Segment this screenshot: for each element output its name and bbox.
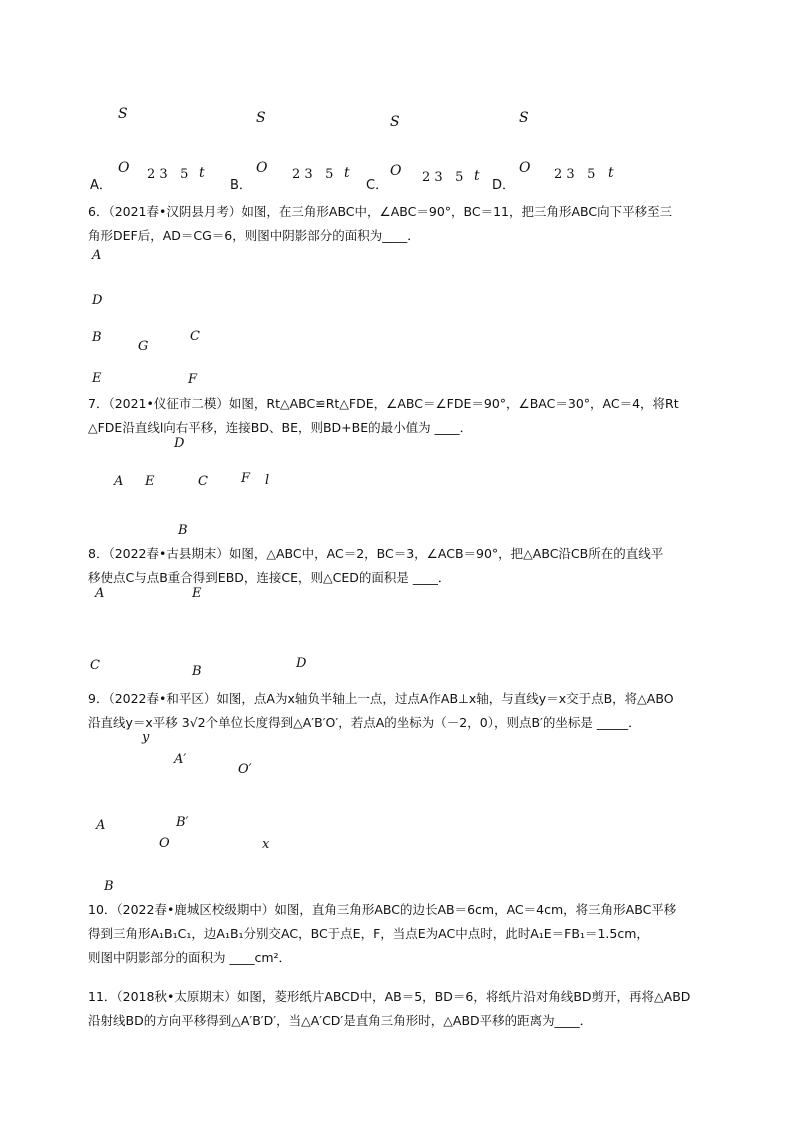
q7-label-f: F <box>241 471 251 486</box>
q6-label-a: A <box>92 248 102 263</box>
question-9 <box>88 687 728 735</box>
question-11-line-2: 沿射线BD的方向平移得到△A′B′D′，当△A′CD′是直角三角形时，△ABD平移的距离为____． <box>88 1013 593 1028</box>
graph-c-origin: O <box>390 163 402 179</box>
q8-label-e: E <box>192 586 202 601</box>
graph-a-s-label: S <box>118 106 128 122</box>
q9-label-a-prime: A′ <box>174 752 187 767</box>
q9-label-o-prime: O′ <box>238 762 252 777</box>
option-d-label: D． <box>492 178 516 193</box>
q7-label-l: l <box>265 473 270 488</box>
graph-c-s-label: S <box>390 114 400 130</box>
q7-label-c: C <box>198 474 208 489</box>
q9-label-o: O <box>159 836 170 851</box>
question-8-line-1: 8．（2022春•古县期末）如图，△ABC中，AC＝2，BC＝3，∠ACB＝90°，把△ABC沿CB所在的直线平 <box>88 546 664 561</box>
q6-label-f: F <box>188 372 198 387</box>
question-10 <box>88 898 728 970</box>
q7-label-a: A <box>114 474 124 489</box>
q7-label-d: D <box>174 436 185 451</box>
q8-label-c: C <box>90 658 100 673</box>
q8-label-d: D <box>296 656 307 671</box>
graph-b-t-label: t <box>344 165 350 181</box>
graph-b-ticks: 2 3 5 <box>292 167 334 182</box>
graph-d-s-label: S <box>519 110 529 126</box>
question-11 <box>88 985 728 1033</box>
question-7-line-2: △FDE沿直线l向右平移，连接BD、BE，则BD+BE的最小值为 ____． <box>88 420 473 435</box>
q6-label-e: E <box>92 371 102 386</box>
question-9-line-1: 9．（2022春•和平区）如图，点A为x轴负半轴上一点，过点A作AB⊥x轴，与直线y＝x交于点B，将△ABO <box>88 691 674 706</box>
q9-label-b: B <box>104 879 114 894</box>
question-7 <box>88 392 728 440</box>
question-10-line-2: 得到三角形A₁B₁C₁，边A₁B₁分别交AC，BC于点E，F，当点E为AC中点时，此时A₁E＝FB₁＝1.5cm， <box>88 926 649 941</box>
q9-label-y: y <box>142 730 150 745</box>
graph-d-t-label: t <box>608 165 614 181</box>
question-6-line-2: 角形DEF后，AD＝CG＝6，则图中阴影部分的面积为____． <box>88 228 420 243</box>
question-6-line-1: 6．（2021春•汉阴县月考）如图，在三角形ABC中，∠ABC＝90°，BC＝11，把三角形ABC向下平移至三 <box>88 204 673 219</box>
question-7-line-1: 7．（2021•仪征市二模）如图，Rt△ABC≌Rt△FDE，∠ABC＝∠FDE＝90°，∠BAC＝30°，AC＝4，将Rt <box>88 396 679 411</box>
graph-d-origin: O <box>519 160 531 176</box>
q8-label-a: A <box>95 586 105 601</box>
graph-a-t-label: t <box>199 165 205 181</box>
question-8-line-2: 移使点C与点B重合得到EBD，连接CE，则△CED的面积是 ____． <box>88 570 451 585</box>
graph-a-ticks: 2 3 5 <box>147 167 189 182</box>
question-9-line-2: 沿直线y＝x平移 3√2个单位长度得到△A′B′O′，若点A的坐标为（－2，0），则点B′的坐标是 _____． <box>88 715 641 730</box>
q6-label-g: G <box>138 339 149 354</box>
question-6 <box>88 200 728 248</box>
graph-b-s-label: S <box>256 110 266 126</box>
question-11-line-1: 11．（2018秋•太原期末）如图，菱形纸片ABCD中，AB＝5，BD＝6，将纸片沿对角线BD剪开，再将△ABD <box>88 989 691 1004</box>
graph-c-ticks: 2 3 5 <box>422 170 464 185</box>
graph-b-origin: O <box>256 160 268 176</box>
q6-label-b: B <box>92 330 102 345</box>
q9-label-b-prime: B′ <box>176 815 189 830</box>
q7-label-e: E <box>145 474 155 489</box>
question-10-line-1: 10．（2022春•鹿城区校级期中）如图，直角三角形ABC的边长AB＝6cm，AC＝4cm，将三角形ABC平移 <box>88 902 677 917</box>
q6-label-d: D <box>92 293 103 308</box>
option-c-label: C． <box>366 178 389 193</box>
q8-label-b: B <box>192 664 202 679</box>
q9-label-a: A <box>96 818 106 833</box>
graph-a-origin: O <box>118 160 130 176</box>
question-8 <box>88 542 728 590</box>
option-b-label: B． <box>230 178 252 193</box>
graph-d-ticks: 2 3 5 <box>554 167 596 182</box>
q7-label-b: B <box>178 523 188 538</box>
graph-c-t-label: t <box>474 168 480 184</box>
question-10-line-3: 则图中阴影部分的面积为 ____cm²． <box>88 950 292 965</box>
q9-label-x: x <box>262 837 270 852</box>
option-a-label: A． <box>90 178 112 193</box>
q6-label-c: C <box>190 329 200 344</box>
